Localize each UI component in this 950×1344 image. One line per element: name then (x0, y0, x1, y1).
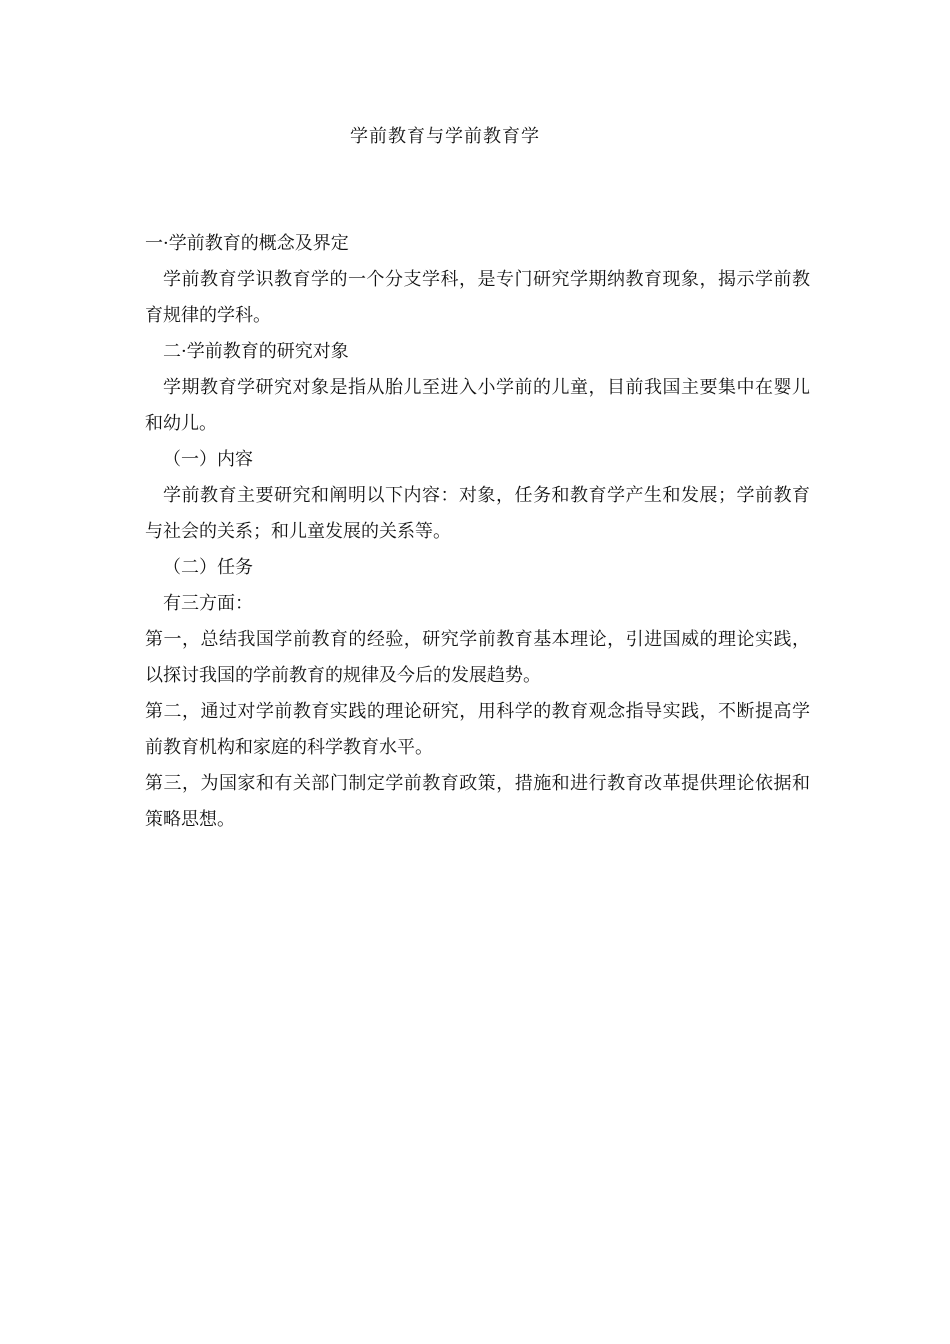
paragraph-task-first: 第一，总结我国学前教育的经验，研究学前教育基本理论，引进国威的理论实践，以探讨我国的学前教育的规律及今后的发展趋势。 (145, 629, 810, 686)
paragraph-research-object: 学期教育学研究对象是指从胎儿至进入小学前的儿童，目前我国主要集中在婴儿和幼儿。 (145, 377, 810, 434)
subsection-heading-tasks: （二）任务 (163, 557, 253, 578)
paragraph-task-second: 第二，通过对学前教育实践的理论研究，用科学的教育观念指导实践，不断提高学前教育机构和家庭的科学教育水平。 (145, 701, 810, 758)
paragraph-tasks-intro: 有三方面： (163, 593, 253, 614)
section-heading-research-object: 二·学前教育的研究对象 (163, 341, 349, 362)
subsection-heading-content: （一）内容 (163, 449, 253, 470)
section-heading-concept: 一·学前教育的概念及界定 (145, 233, 349, 254)
paragraph-content: 学前教育主要研究和阐明以下内容：对象，任务和教育学产生和发展；学前教育与社会的关系；和儿童发展的关系等。 (145, 485, 810, 542)
paragraph-task-third: 第三，为国家和有关部门制定学前教育政策，措施和进行教育改革提供理论依据和策略思想。 (145, 773, 810, 830)
document-body (145, 226, 810, 838)
paragraph-definition: 学前教育学识教育学的一个分支学科，是专门研究学期纳教育现象，揭示学前教育规律的学科。 (145, 269, 810, 326)
document-title: 学前教育与学前教育学 (350, 126, 540, 147)
